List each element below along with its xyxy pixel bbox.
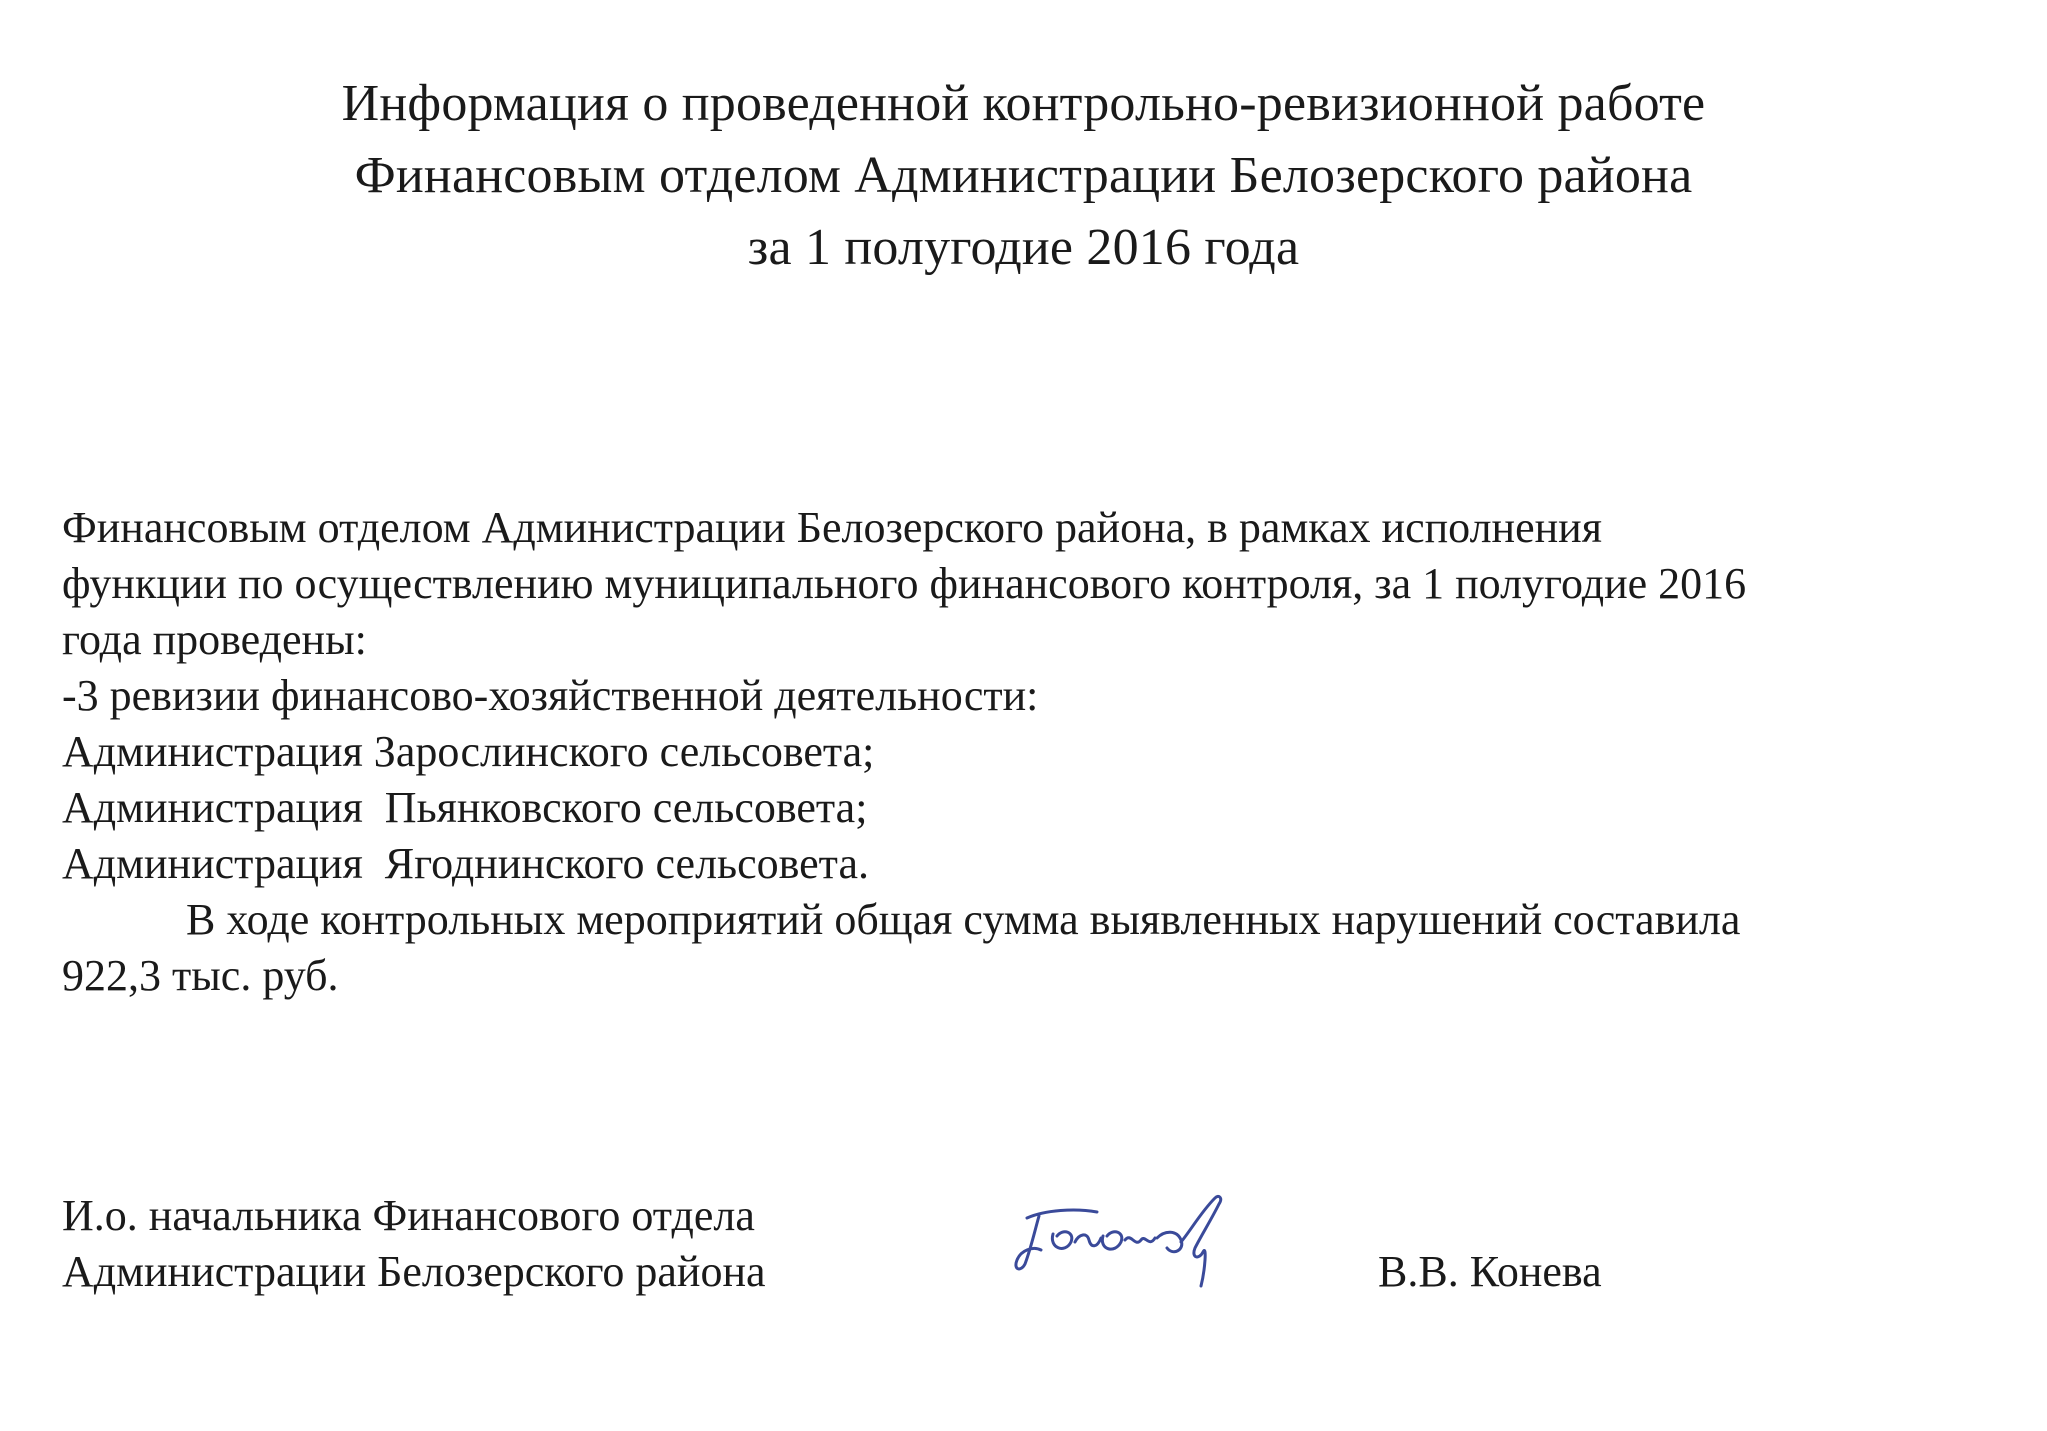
revision-item-1: Администрация Зарослинского сельсовета; <box>62 727 875 776</box>
revision-item-2: Администрация Пьянковского сельсовета; <box>62 783 868 832</box>
title-line-3: за 1 полугодие 2016 года <box>747 219 1300 276</box>
revisions-heading: -3 ревизии финансово-хозяйственной деятельности: <box>62 671 1039 720</box>
body-line-3: года проведены: <box>62 615 367 664</box>
revision-item-3: Администрация Ягоднинского сельсовета. <box>62 839 869 888</box>
signer-position-line-2: Администрации Белозерского района <box>62 1247 766 1296</box>
signer-position <box>62 1188 766 1300</box>
document-body <box>62 500 2022 1004</box>
body-line-2: функции по осуществлению муниципального финансового контроля, за 1 полугодие 2016 <box>62 559 1747 608</box>
violations-summary-line-1: В ходе контрольных мероприятий общая сумма выявленных нарушений составила <box>186 895 1741 944</box>
violations-summary-line-2: 922,3 тыс. руб. <box>62 951 339 1000</box>
document-title <box>0 68 2047 284</box>
title-line-2: Финансовым отделом Администрации Белозерского района <box>354 147 1693 204</box>
signer-position-line-1: И.о. начальника Финансового отдела <box>62 1191 755 1240</box>
handwritten-signature <box>1005 1190 1265 1300</box>
title-line-1: Информация о проведенной контрольно-ревизионной работе <box>341 75 1706 132</box>
signer-name: В.В. Конева <box>1378 1247 1602 1296</box>
body-line-1: Финансовым отделом Администрации Белозерского района, в рамках исполнения <box>62 503 1602 552</box>
